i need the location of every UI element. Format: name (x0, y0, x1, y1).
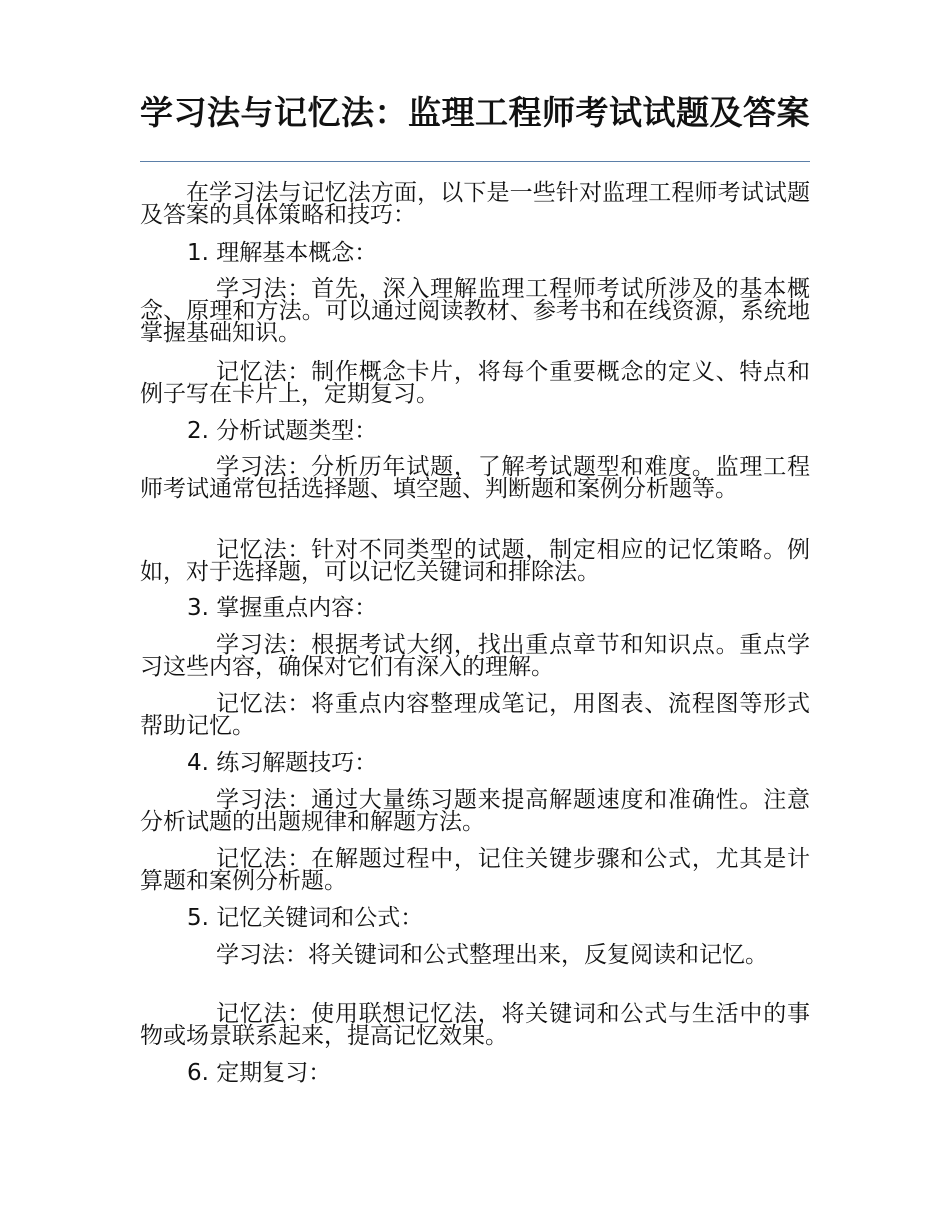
document-title: 学习法与记忆法：监理工程师考试试题及答案 (140, 93, 810, 132)
section-3-study: 学习法：根据考试大纲，找出重点章节和知识点。重点学习这些内容，确保对它们有深入的理解。 (140, 632, 810, 680)
section-4-study: 学习法：通过大量练习题来提高解题速度和准确性。注意分析试题的出题规律和解题方法。 (140, 787, 810, 835)
section-5-study: 学习法：将关键词和公式整理出来，反复阅读和记忆。 (216, 942, 768, 968)
section-heading-5: 5. 记忆关键词和公式： (187, 905, 424, 931)
section-heading-2: 2. 分析试题类型： (187, 418, 378, 444)
section-3-memory: 记忆法：将重点内容整理成笔记，用图表、流程图等形式帮助记忆。 (140, 691, 810, 739)
section-2-memory: 记忆法：针对不同类型的试题，制定相应的记忆策略。例如，对于选择题，可以记忆关键词和排除法。 (140, 537, 810, 585)
section-heading-3: 3. 掌握重点内容： (187, 595, 378, 621)
section-1-memory: 记忆法：制作概念卡片，将每个重要概念的定义、特点和例子写在卡片上，定期复习。 (140, 359, 810, 407)
section-2-study: 学习法：分析历年试题，了解考试题型和难度。监理工程师考试通常包括选择题、填空题、判断题和案例分析题等。 (140, 454, 810, 502)
section-heading-6: 6. 定期复习： (187, 1060, 332, 1086)
intro-paragraph: 在学习法与记忆法方面，以下是一些针对监理工程师考试试题及答案的具体策略和技巧： (140, 180, 810, 228)
section-heading-1: 1. 理解基本概念： (187, 240, 378, 266)
section-5-memory: 记忆法：使用联想记忆法，将关键词和公式与生活中的事物或场景联系起来，提高记忆效果。 (140, 1001, 810, 1049)
title-underline (140, 161, 810, 162)
section-heading-4: 4. 练习解题技巧： (187, 750, 378, 776)
section-1-study: 学习法：首先，深入理解监理工程师考试所涉及的基本概念、原理和方法。可以通过阅读教材、参考书和在线资源，系统地掌握基础知识。 (140, 276, 810, 346)
section-4-memory: 记忆法：在解题过程中，记住关键步骤和公式，尤其是计算题和案例分析题。 (140, 846, 810, 894)
